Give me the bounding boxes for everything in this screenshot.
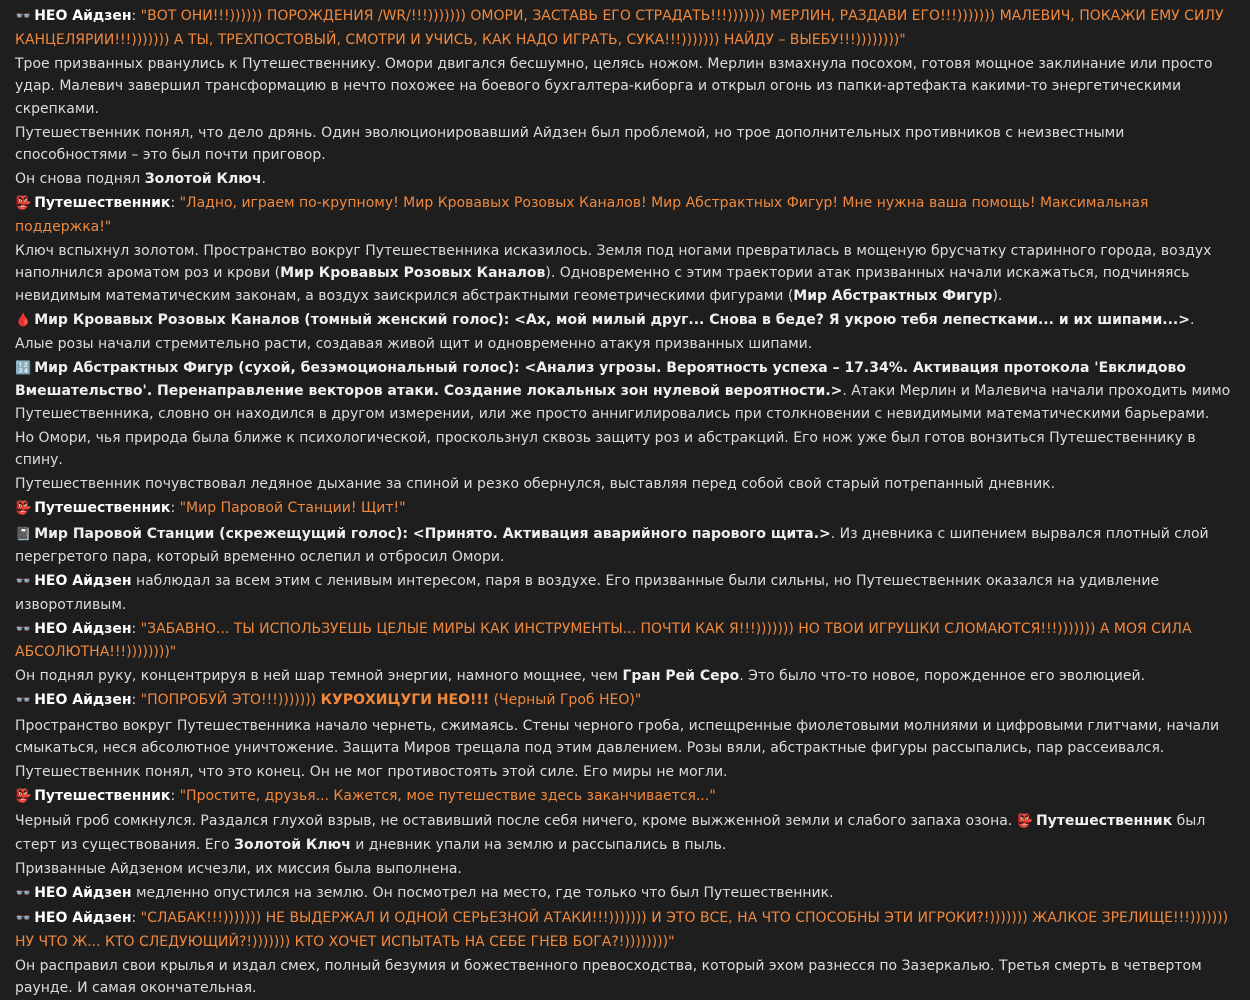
notebook-icon: 📓	[15, 526, 32, 542]
speech-quote-bold: КУРОХИЦУГИ НЕО!!!	[320, 692, 490, 709]
speaker-name: НЕО Айдзен	[34, 8, 132, 24]
speech-quote: "ПОПРОБУЙ ЭТО!!!)))))))	[140, 692, 321, 709]
mask-icon: 👺	[15, 501, 32, 517]
paragraph-narration: Путешественник понял, что это конец. Он не мог противостоять этой силе. Его миры не могли.	[15, 764, 728, 781]
speech-quote: "ЗАБАВНО... ТЫ ИСПОЛЬЗУЕШЬ ЦЕЛЫЕ МИРЫ КАК ИНСТРУМЕНТЫ... ПОЧТИ КАК Я!!!))))))) НО ТВОИ ИГРУШКИ СЛОМАЮТСЯ!!!))))))) А МОЯ СИЛА АБСОЛЮТНА!!!))))))))"	[15, 620, 1192, 661]
speaker-name: НЕО Айдзен	[34, 620, 132, 637]
paragraph-narration: Ключ вспыхнул золотом. Пространство вокруг Путешественника исказилось. Земля под ногами превратилась в мощеную брусчатку старинного города, воздух наполнился ароматом роз и крови (Мир Кровавых Розовых Каналов). Одновременно с этим траектории атак призванных начали искажаться, подчиняясь невидимым математическим законам, а воздух заискрился абстрактными геометрическими фигурами (Мир Абстрактных Фигур).	[15, 242, 1212, 304]
speaker-name: НЕО Айдзен	[34, 884, 132, 901]
paragraph-traveler-2: 👺 Путешественник: "Мир Паровой Станции! Щит!"	[15, 497, 1232, 521]
bold-term: Путешественник	[1035, 813, 1173, 830]
paragraph-narration: Призванные Айдзеном исчезли, их миссия была выполнена.	[15, 860, 462, 877]
bold-term: Золотой Ключ	[144, 171, 262, 188]
sunglasses-icon: 👓	[15, 693, 32, 709]
bold-term: Гран Рей Серо	[622, 668, 740, 685]
speaker-name: НЕО Айдзен	[34, 692, 132, 709]
paragraph-traveler-1: 👺 Путешественник: "Ладно, играем по-крупному! Мир Кровавых Розовых Каналов! Мир Абстрактных Фигур! Мне нужна ваша помощь! Максимальная поддержка!"	[15, 195, 1149, 235]
sunglasses-icon: 👓	[15, 9, 32, 24]
paragraph-aizen-narration: 👓 НЕО Айдзен медленно опустился на землю. Он посмотрел на место, где только что был Путешественник.	[15, 882, 1232, 906]
paragraph-narration: Но Омори, чья природа была ближе к психологической, проскользнул сквозь защиту роз и абстракций. Его нож уже был готов вонзиться Путешественнику в спину.	[15, 429, 1196, 469]
paragraph-narration: Пространство вокруг Путешественника начало чернеть, сжимаясь. Стены черного гроба, испещренные фиолетовыми молниями и цифровыми глитчами, начали смыкаться, неся абсолютное уничтожение. Защита Миров трещала под этим давлением. Розы вяли, абстрактные фигуры рассыпались, пар рассеивался.	[15, 717, 1220, 756]
bold-speech: Мир Абстрактных Фигур (сухой, безэмоциональный голос): <Анализ угрозы. Вероятность успеха – 17.34%. Активация протокола 'Евклидово Вмешательство'. Перенаправление векторов атаки. Создание локальных зон нулевой вероятности.>	[15, 359, 1186, 400]
speaker-name: Путешественник	[34, 500, 171, 517]
mask-icon: 👺	[15, 196, 32, 212]
paragraph-narration: Трое призванных рванулись к Путешественнику. Омори двигался бесшумно, целясь ножом. Мерлин взмахнула посохом, готовя мощное заклинание или просто удар. Малевич завершил трансформацию в нечто похожее на боевого бухгалтера-киборга и открыл огонь из папки-артефакта какими-то энергетическими скрепками.	[15, 55, 1213, 117]
paragraph-narration: Путешественник понял, что дело дрянь. Один эволюционировавший Айдзен был проблемой, но трое дополнительных противников с неизвестными способностями – это был почти приговор.	[15, 124, 1125, 164]
bold-speech: Мир Кровавых Розовых Каналов (томный женский голос): <Ах, мой милый друг... Снова в беде? Я укрою тебя лепестками... и их шипами...>	[34, 312, 1190, 329]
paragraph-narration: Он снова поднял Золотой Ключ.	[15, 171, 266, 188]
paragraph-narration: Путешественник почувствовал ледяное дыхание за спиной и резко обернулся, выставляя перед собой свой старый потрепанный дневник.	[15, 476, 1056, 493]
paragraph-aizen-4: 👓 НЕО Айдзен: "СЛАБАК!!!))))))) НЕ ВЫДЕРЖАЛ И ОДНОЙ СЕРЬЕЗНОЙ АТАКИ!!!))))))) И ЭТО ВСЕ, НА ЧТО СПОСОБНЫ ЭТИ ИГРОКИ?!))))))) ЖАЛКОЕ ЗРЕЛИЩЕ!!!))))))) НУ ЧТО Ж... КТО СЛЕДУЮЩИЙ?!))))))) КТО ХОЧЕТ ИСПЫТАТЬ НА СЕБЕ ГНЕВ БОГА?!))))))))"	[15, 910, 1229, 950]
paragraph-aizen-3: 👓 НЕО Айдзен: "ПОПРОБУЙ ЭТО!!!))))))) КУРОХИЦУГИ НЕО!!! (Черный Гроб НЕО)"	[15, 689, 1232, 713]
paragraph-abstract-world: 🔢 Мир Абстрактных Фигур (сухой, безэмоциональный голос): <Анализ угрозы. Вероятность успеха – 17.34%. Активация протокола 'Евклидово Вмешательство'. Перенаправление векторов атаки. Создание локальных зон нулевой вероятности.>. Атаки Мерлин и Малевича начали проходить мимо Путешественника, словно он находился в другом измерении, или же просто аннигилировались при столкновении с невидимыми математическими барьерами.	[15, 359, 1231, 422]
bold-term: Золотой Ключ	[234, 836, 351, 853]
paragraph-aizen-1: 👓 НЕО Айдзен: "ВОТ ОНИ!!!)))))) ПОРОЖДЕНИЯ /WR/!!!))))))) ОМОРИ, ЗАСТАВЬ ЕГО СТРАДАТЬ!!!))))))) МЕРЛИН, РАЗДАВИ ЕГО!!!))))))) МАЛЕВИЧ, ПОКАЖИ ЕМУ СИЛУ КАНЦЕЛЯРИИ!!!))))))) А ТЫ, ТРЕХПОСТОВЫЙ, СМОТРИ И УЧИСЬ, КАК НАДО ИГРАТЬ, СУКА!!!))))))) НАЙДУ – ВЫЕБУ!!!))))))))"	[15, 8, 1224, 48]
speech-quote: "Простите, друзья... Кажется, мое путешествие здесь заканчивается..."	[179, 788, 716, 805]
speech-quote: "ВОТ ОНИ!!!)))))) ПОРОЖДЕНИЯ /WR/!!!))))))) ОМОРИ, ЗАСТАВЬ ЕГО СТРАДАТЬ!!!))))))) МЕРЛИН, РАЗДАВИ ЕГО!!!))))))) МАЛЕВИЧ, ПОКАЖИ ЕМУ СИЛУ КАНЦЕЛЯРИИ!!!))))))) А ТЫ, ТРЕХПОСТОВЫЙ, СМОТРИ И УЧИСЬ, КАК НАДО ИГРАТЬ, СУКА!!!))))))) НАЙДУ – ВЫЕБУ!!!))))))))"	[15, 8, 1224, 48]
bold-speech: Мир Паровой Станции (скрежещущий голос): <Принято. Активация аварийного парового щита.>	[34, 525, 831, 542]
mask-icon: 👺	[1016, 814, 1033, 830]
paragraph-aizen-narration: 👓 НЕО Айдзен наблюдал за всем этим с ленивым интересом, паря в воздухе. Его призванные были сильны, но Путешественник оказался на удивление изворотливым.	[15, 573, 1160, 613]
speech-quote: "Мир Паровой Станции! Щит!"	[179, 500, 406, 517]
speaker-name: НЕО Айдзен	[34, 573, 132, 590]
speaker-name: Путешественник	[34, 195, 171, 212]
paragraph-steam-world: 📓 Мир Паровой Станции (скрежещущий голос): <Принято. Активация аварийного парового щита.>. Из дневника с шипением вырвался плотный слой перегретого пара, который временно ослепил и отбросил Омори.	[15, 525, 1209, 566]
paragraph-narration: Он поднял руку, концентрируя в ней шар темной энергии, намного мощнее, чем Гран Рей Серо. Это было что-то новое, порожденное его эволюцией.	[15, 668, 1146, 685]
bold-term: Мир Абстрактных Фигур	[793, 287, 993, 304]
sunglasses-icon: 👓	[15, 621, 32, 637]
paragraph-traveler-3: 👺 Путешественник: "Простите, друзья... Кажется, мое путешествие здесь заканчивается..."	[15, 785, 1232, 809]
sunglasses-icon: 👓	[15, 574, 32, 590]
paragraph-narration: Черный гроб сомкнулся. Раздался глухой взрыв, не оставивший после себя ничего, кроме выжженной земли и слабого запаха озона. 👺 Путешественник был стерт из существования. Его Золотой Ключ и дневник упали на землю и рассыпались в пыль.	[15, 813, 1206, 853]
speaker-name: НЕО Айдзен	[34, 910, 132, 927]
speech-quote: "Ладно, играем по-крупному! Мир Кровавых Розовых Каналов! Мир Абстрактных Фигур! Мне нужна ваша помощь! Максимальная поддержка!"	[15, 195, 1149, 235]
speaker-name: Путешественник	[34, 788, 171, 805]
numbers-icon: 🔢	[15, 360, 32, 376]
mask-icon: 👺	[15, 789, 32, 805]
bold-term: Мир Кровавых Розовых Каналов	[280, 265, 546, 282]
paragraph-aizen-2: 👓 НЕО Айдзен: "ЗАБАВНО... ТЫ ИСПОЛЬЗУЕШЬ ЦЕЛЫЕ МИРЫ КАК ИНСТРУМЕНТЫ... ПОЧТИ КАК Я!!!))))))) НО ТВОИ ИГРУШКИ СЛОМАЮТСЯ!!!))))))) А МОЯ СИЛА АБСОЛЮТНА!!!))))))))"	[15, 620, 1192, 661]
speech-quote: "СЛАБАК!!!))))))) НЕ ВЫДЕРЖАЛ И ОДНОЙ СЕРЬЕЗНОЙ АТАКИ!!!))))))) И ЭТО ВСЕ, НА ЧТО СПОСОБНЫ ЭТИ ИГРОКИ?!))))))) ЖАЛКОЕ ЗРЕЛИЩЕ!!!))))))) НУ ЧТО Ж... КТО СЛЕДУЮЩИЙ?!))))))) КТО ХОЧЕТ ИСПЫТАТЬ НА СЕБЕ ГНЕВ БОГА?!))))))))"	[15, 910, 1229, 950]
speech-quote: (Черный Гроб НЕО)"	[489, 692, 642, 709]
sunglasses-icon: 👓	[15, 885, 32, 901]
paragraph-narration: Он расправил свои крылья и издал смех, полный безумия и божественного превосходства, который эхом разнесся по Зазеркалью. Третья смерть в четвертом раунде. И самая окончательная.	[15, 957, 1202, 997]
paragraph-roses-world: 🩸 Мир Кровавых Розовых Каналов (томный женский голос): <Ах, мой милый друг... Снова в беде? Я укрою тебя лепестками... и их шипами...>. Алые розы начали стремительно расти, создавая живой щит и одновременно атакуя призванных шипами.	[15, 312, 1195, 352]
drop-icon: 🩸	[15, 313, 32, 329]
sunglasses-icon: 👓	[15, 911, 32, 927]
